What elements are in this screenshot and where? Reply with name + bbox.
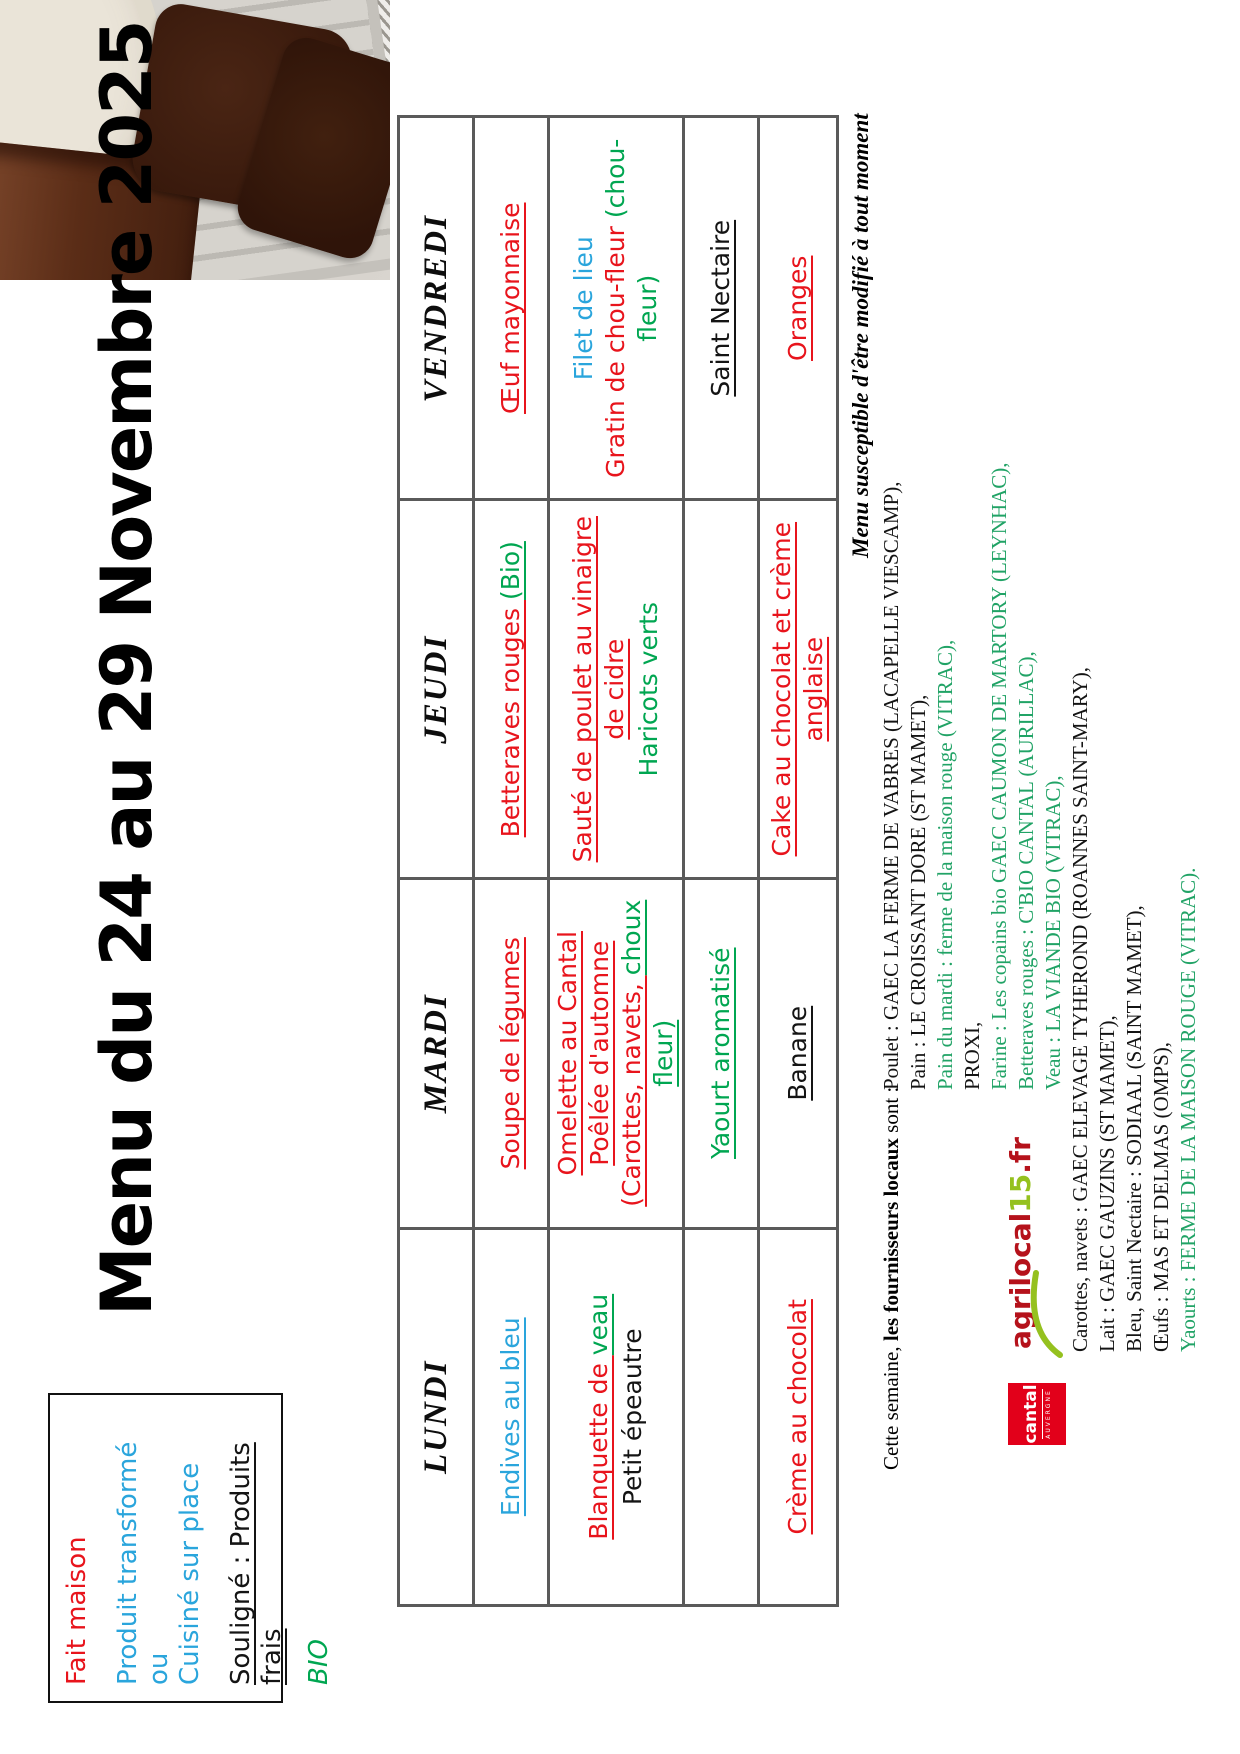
legend-produit-transforme	[113, 1411, 206, 1685]
suppliers-intro-post: sont :	[879, 1086, 903, 1139]
dish-omelette-label: Omelette au Cantal	[553, 931, 583, 1176]
cell-mardi-entree	[475, 877, 550, 1227]
day-header-vendredi: VENDREDI	[400, 118, 475, 498]
day-header-jeudi: JEUDI	[400, 498, 475, 876]
dish-filet-de-lieu: Filet de lieu	[569, 236, 599, 381]
legend-bio: BIO	[304, 1639, 334, 1685]
dish-banane: Banane	[783, 1005, 813, 1101]
cell-vendredi-fromage	[685, 118, 760, 498]
cell-vendredi-dessert	[760, 118, 836, 498]
cake-photo-canvas	[0, 0, 390, 280]
dish-creme-au-chocolat: Crème au chocolat	[783, 1299, 813, 1535]
supplier-line-carottes: Carottes, navets : GAEC ELEVAGE TYHEROND (ROANNES SAINT-MARY),	[1068, 666, 1092, 1352]
dish-blanquette-green: veau	[584, 1293, 614, 1356]
supplier-line-proxi: PROXI,	[960, 1021, 984, 1090]
cell-vendredi-plat	[550, 118, 685, 498]
cell-lundi-plat	[550, 1227, 685, 1604]
cantal-logo	[1008, 1383, 1066, 1445]
legend-box	[48, 1393, 334, 1703]
dish-gratin-chou-fleur	[600, 126, 664, 490]
cake-photo	[0, 0, 390, 280]
agrilocal-logo	[1004, 1137, 1037, 1349]
page-title: Menu du 24 au 29 Novembre 2025	[86, 21, 168, 1316]
dish-poelee-green: choux fleur)	[617, 899, 679, 1087]
agrilocal-logo-tld: .fr	[1004, 1137, 1037, 1174]
legend-produit-line1: Produit transformé ou	[113, 1441, 174, 1685]
dish-endives-au-bleu: Endives au bleu	[496, 1317, 526, 1517]
agrilocal-logo-number: 15	[1004, 1173, 1037, 1213]
cell-mardi-fromage	[685, 877, 760, 1227]
supplier-line-pain-mardi: Pain du mardi : ferme de la maison rouge (VITRAC),	[933, 639, 957, 1090]
dish-blanquette-red: Blanquette de	[584, 1355, 614, 1540]
supplier-line-lait: Lait : GAEC GAUZINS (ST MAMET),	[1095, 1015, 1119, 1352]
dish-haricots-verts: Haricots verts	[634, 601, 664, 777]
cantal-logo-subtext: AUVERGNE	[1042, 1389, 1052, 1439]
supplier-line-veau: Veau : LA VIANDE BIO (VITRAC),	[1041, 775, 1065, 1090]
supplier-line-yaourts: Yaourts : FERME DE LA MAISON ROUGE (VITRAC).	[1176, 867, 1200, 1352]
suppliers-intro-pre: Cette semaine,	[879, 1341, 903, 1470]
agrilocal-swoosh-icon	[1020, 1209, 1072, 1359]
cell-lundi-fromage	[685, 1227, 760, 1604]
suppliers-group-1	[878, 462, 1067, 1090]
dish-saint-nectaire: Saint Nectaire	[706, 219, 736, 397]
supplier-line-poulet: Poulet : GAEC LA FERME DE VABRES (LACAPELLE VIESCAMP),	[879, 481, 903, 1090]
note-disclaimer: Menu susceptible d'être modifié à tout moment	[848, 113, 873, 558]
dish-gratin-red: Gratin de chou-fleur	[601, 218, 631, 478]
legend-souligne	[226, 1411, 288, 1685]
cell-jeudi-plat	[550, 498, 685, 876]
supplier-line-betteraves: Betteraves rouges : C'BIO CANTAL (AURILLAC),	[1014, 651, 1038, 1090]
day-header-lundi: LUNDI	[400, 1227, 475, 1604]
legend-fait-maison: Fait maison	[62, 1536, 92, 1685]
cell-mardi-dessert	[760, 877, 836, 1227]
cell-jeudi-dessert	[760, 498, 836, 876]
cell-lundi-dessert	[760, 1227, 836, 1604]
dish-betteraves-rouges-bio: (Bio)	[496, 541, 526, 600]
supplier-line-bleu: Bleu, Saint Nectaire : SODIAAL (SAINT MAMET),	[1122, 905, 1146, 1352]
dish-betteraves-rouges-red: Betteraves rouges	[496, 599, 526, 838]
suppliers-intro	[878, 1087, 905, 1470]
dish-soupe-de-legumes: Soupe de légumes	[496, 937, 526, 1170]
suppliers-intro-bold: les fournisseurs locaux	[879, 1138, 903, 1342]
dish-poelee-red: Poêlée d'automne (Carottes, navets,	[585, 940, 647, 1207]
dish-petit-epeautre: Petit épeautre	[618, 1328, 648, 1506]
dish-omelette-au-cantal	[552, 931, 584, 1175]
dish-betteraves-rouges	[495, 541, 527, 837]
supplier-line-pain: Pain : LE CROISSANT DORE (ST MAMET),	[906, 694, 930, 1090]
day-header-mardi: MARDI	[400, 877, 475, 1227]
dish-poelee-automne	[584, 888, 680, 1219]
dish-oranges: Oranges	[783, 255, 813, 361]
dish-yaourt-aromatise: Yaourt aromatisé	[706, 947, 736, 1159]
cell-jeudi-entree	[475, 498, 550, 876]
cell-lundi-entree	[475, 1227, 550, 1604]
supplier-line-farine: Farine : Les copains bio GAEC CAUMON DE MARTORY (LEYNHAC),	[987, 462, 1011, 1090]
legend-produit-line2: Cuisiné sur place	[175, 1462, 205, 1685]
dish-blanquette-de-veau	[583, 1294, 615, 1540]
dish-gratin-green: (chou-fleur)	[601, 138, 663, 342]
cantal-logo-text: cantal	[1021, 1384, 1041, 1444]
legend-souligne-label: Souligné : Produits frais	[226, 1442, 287, 1685]
suppliers-group-2	[1067, 667, 1202, 1352]
cell-mardi-plat	[550, 877, 685, 1227]
menu-table	[397, 115, 839, 1607]
dish-cake-au-chocolat: Cake au chocolat et crème anglaise	[767, 521, 829, 857]
supplier-line-oeufs: Œufs : MAS ET DELMAS (OMPS),	[1149, 1042, 1173, 1352]
cell-vendredi-entree	[475, 118, 550, 498]
dish-oeuf-mayonnaise: Œuf mayonnaise	[496, 202, 526, 414]
agrilocal-logo-name: agrilocal	[1004, 1212, 1037, 1349]
dish-saute-de-poulet	[567, 509, 631, 868]
cell-jeudi-fromage	[685, 498, 760, 876]
dish-saute-label: Sauté de poulet au vinaigre de cidre	[568, 516, 630, 863]
